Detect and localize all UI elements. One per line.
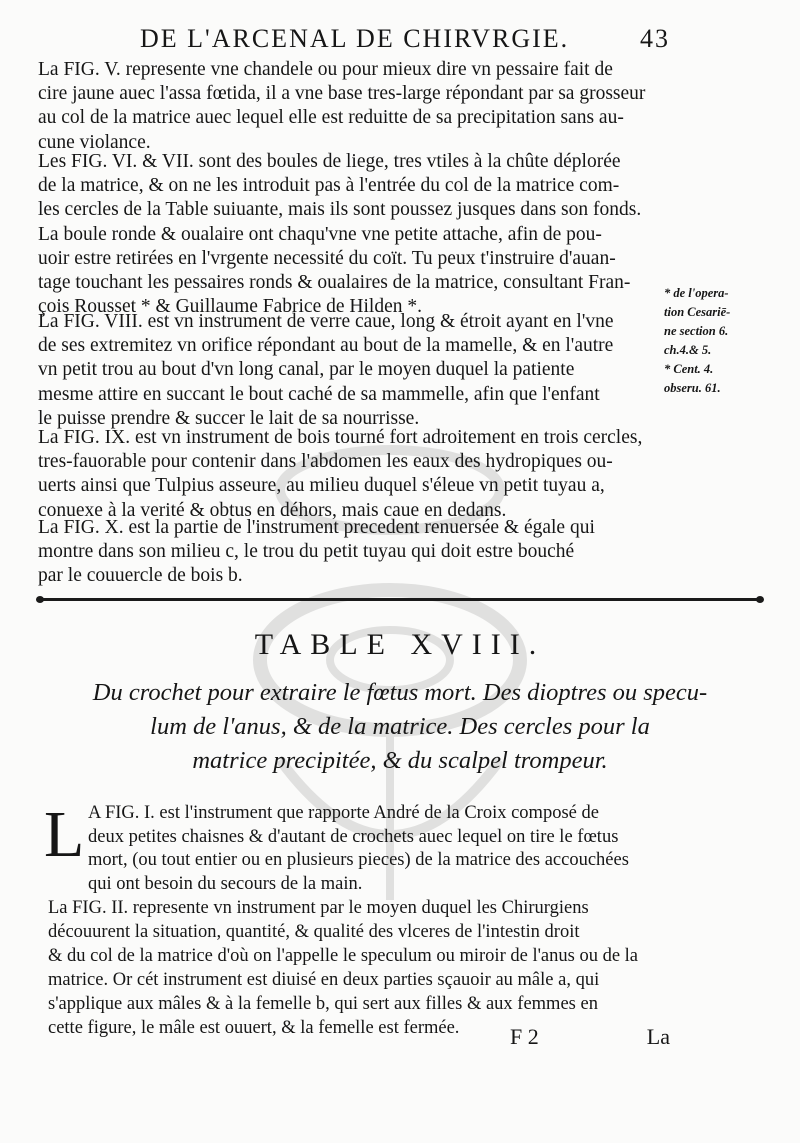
drop-cap: L [44, 798, 85, 871]
margin-note: ne section 6. [664, 324, 729, 338]
text-line: conuexe à la verité & obtus en déhors, mais caue en dedans. [38, 499, 507, 521]
text-line: de ses extremitez vn orifice répondant au bout de la mamelle, & en l'autre [38, 335, 614, 357]
text-line: tage touchant les pessaires ronds & oualaires de la matrice, consultant Fran- [38, 272, 631, 294]
text-line: uoir estre retirées en l'vrgente necessité du coït. Tu peux t'instruire d'auan- [38, 247, 616, 269]
paragraph-fig10 [38, 516, 663, 589]
text-line: uerts ainsi que Tulpius asseure, au milieu duquel s'éleue vn petit tuyau a, [38, 475, 605, 497]
paragraph-fig6-7 [38, 150, 663, 319]
text-line: La boule ronde & oualaire ont chaqu'vne vne petite attache, afin de pou- [38, 223, 602, 245]
page-number: 43 [640, 24, 670, 53]
text-line: cire jaune auec l'assa fœtida, il a vne base tres-large répondant par sa grosseur [38, 83, 646, 105]
text-line: mesme attire en succant le bout caché de sa mammelle, afin que l'enfant [38, 383, 600, 405]
text-line: le puisse prendre & succer le lait de sa nourrisse. [38, 407, 420, 429]
catchword: La [646, 1024, 670, 1049]
text-line: La FIG. VIII. est vn instrument de verre caue, long & étroit ayant en l'vne [38, 311, 614, 332]
text-line: A FIG. I. est l'instrument que rapporte André de la Croix composé de [88, 803, 599, 823]
text-line: La FIG. IX. est vn instrument de bois tourné fort adroitement en trois cercles, [38, 427, 643, 448]
margin-note: * Cent. 4. [664, 362, 714, 376]
paragraph-table-fig1 [88, 802, 660, 896]
text-line: La FIG. X. est la partie de l'instrument precedent renuersée & égale qui [38, 517, 595, 538]
text-line: Les FIG. VI. & VII. sont des boules de liege, tres vtiles à la chûte déplorée [38, 151, 621, 172]
running-header [140, 24, 670, 58]
text-line: vn petit trou au bout d'vn long canal, par le moyen duquel la patiente [38, 359, 575, 381]
margin-note: * de l'opera- [664, 286, 729, 300]
table-title: TABLE XVIII. [254, 628, 546, 661]
text-line: & du col de la matrice d'où on l'appelle le speculum ou miroir de l'anus ou de la [48, 946, 639, 966]
paragraph-table-fig2 [48, 896, 664, 1040]
text-line: montre dans son milieu c, le trou du petit tuyau qui doit estre bouché [38, 541, 575, 563]
text-line: cette figure, le mâle est ouuert, & la femelle est fermée. [48, 1018, 460, 1038]
text-line: cune violance. [38, 131, 151, 153]
subtitle-line: lum de l'anus, & de la matrice. Des cercles pour la [150, 713, 650, 740]
text-line: La FIG. V. represente vne chandele ou pour mieux dire vn pessaire fait de [38, 59, 613, 80]
text-line: au col de la matrice auec lequel elle est reduitte de sa precipitation sans au- [38, 107, 624, 129]
text-line: par le couuercle de bois b. [38, 565, 243, 587]
text-line: s'applique aux mâles & à la femelle b, qui sert aux filles & aux femmes en [48, 994, 598, 1014]
text-line: découurent la situation, quantité, & qualité des vlceres de l'intestin droit [48, 922, 580, 942]
margin-note: obseru. 61. [664, 381, 721, 395]
signature-mark: F 2 [510, 1024, 539, 1049]
running-title: DE L'ARCENAL DE CHIRVRGIE. [140, 24, 570, 53]
paragraph-fig5 [38, 58, 663, 155]
text-line: mort, (ou tout entier ou en plusieurs pieces) de la matrice des accouchées [88, 850, 629, 870]
paragraph-fig9 [38, 426, 663, 523]
page-footer [510, 1024, 670, 1050]
text-line: matrice. Or cét instrument est diuisé en deux parties sçauoir au mâle a, qui [48, 970, 600, 990]
margin-note: tion Cesariē- [664, 305, 731, 319]
margin-note: ch.4.& 5. [664, 343, 712, 357]
text-line: qui ont besoin du secours de la main. [88, 873, 363, 894]
margin-notes [664, 284, 800, 398]
text-line: tres-fauorable pour contenir dans l'abdomen les eaux des hydropiques ou- [38, 451, 613, 473]
section-divider [40, 598, 760, 601]
text-line: deux petites chaisnes & d'autant de crochets auec lequel on tire le fœtus [88, 826, 619, 847]
text-line: de la matrice, & on ne les introduit pas à l'entrée du col de la matrice com- [38, 175, 620, 197]
table-subtitle [40, 676, 760, 778]
subtitle-line: Du crochet pour extraire le fœtus mort. Des dioptres ou specu- [92, 679, 708, 706]
text-line: La FIG. II. represente vn instrument par le moyen duquel les Chirurgiens [48, 898, 589, 918]
text-line: les cercles de la Table suiuante, mais ils sont poussez jusques dans son fonds. [38, 199, 642, 221]
subtitle-line: matrice precipitée, & du scalpel trompeur. [192, 747, 608, 774]
text-line: çois Rousset * & Guillaume Fabrice de Hilden *. [38, 296, 422, 318]
paragraph-fig8 [38, 310, 663, 431]
